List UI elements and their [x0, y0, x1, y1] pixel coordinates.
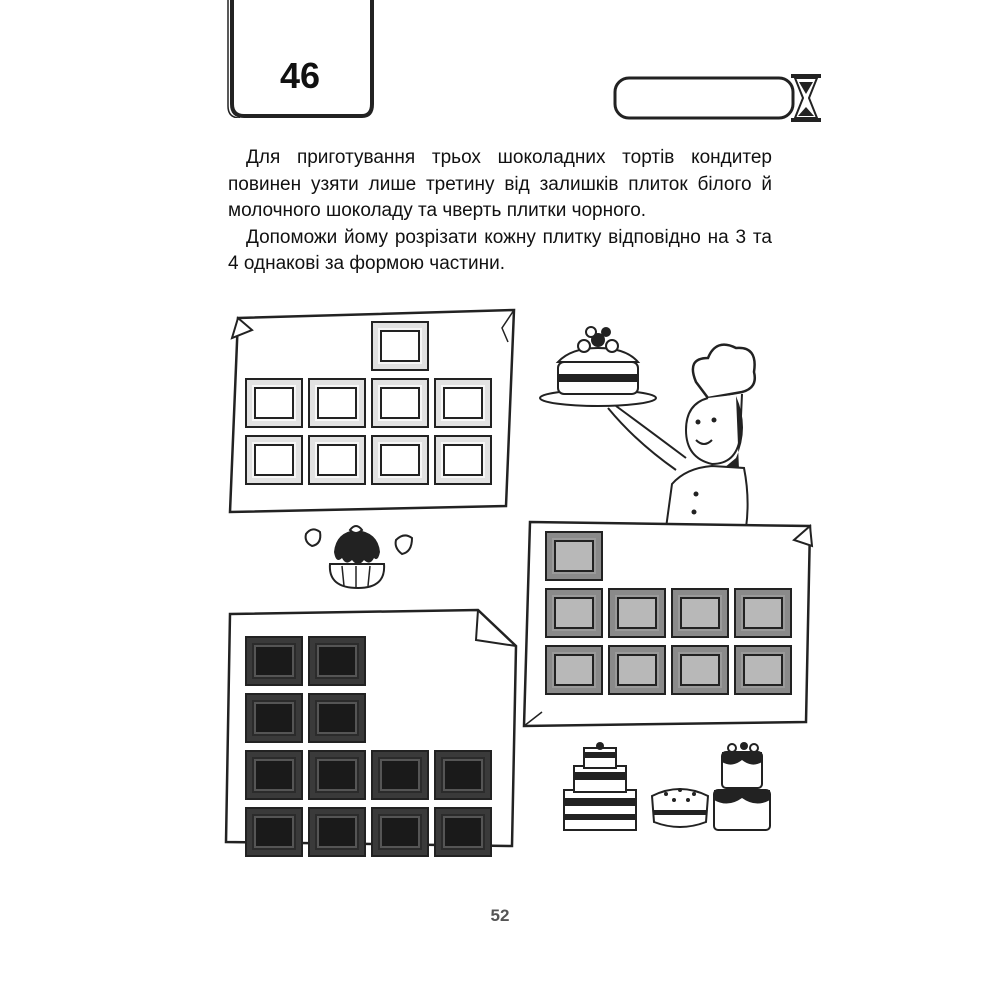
- white-chocolate-piece: [245, 435, 303, 485]
- white-chocolate-piece: [371, 321, 429, 371]
- dark-chocolate-piece: [434, 750, 492, 800]
- white-chocolate-piece: [434, 378, 492, 428]
- dark-chocolate-piece: [308, 807, 366, 857]
- milk-chocolate-piece: [734, 588, 792, 638]
- dark-chocolate-piece: [245, 693, 303, 743]
- white-chocolate-piece: [434, 435, 492, 485]
- white-chocolate-piece: [371, 435, 429, 485]
- dark-chocolate-piece: [371, 807, 429, 857]
- instruction-paragraph-1: Для приготування трьох шоколадних тортів кондитер повинен узяти лише третину від залишків плиток білого й молочного шоколаду та чверть плитки чорного.: [228, 147, 772, 221]
- milk-chocolate-piece: [608, 645, 666, 695]
- white-chocolate-piece: [308, 378, 366, 428]
- cupcake-icon: [300, 522, 420, 594]
- task-number: 46: [279, 55, 321, 96]
- milk-chocolate-piece: [608, 588, 666, 638]
- hourglass-icon: [791, 74, 821, 122]
- timer-field: [613, 74, 823, 122]
- dark-chocolate-piece: [371, 750, 429, 800]
- dark-chocolate-piece: [245, 807, 303, 857]
- instruction-paragraph-2: Допоможи йому розрізати кожну плитку відповідно на 3 та 4 однакові за формою частини.: [228, 226, 772, 274]
- dark-chocolate-piece: [308, 693, 366, 743]
- page-number: 52: [490, 906, 510, 925]
- instructions: [228, 145, 772, 278]
- milk-chocolate-piece: [545, 588, 603, 638]
- milk-chocolate-piece: [545, 645, 603, 695]
- small-cake-icon: [652, 788, 708, 827]
- white-chocolate-piece: [371, 378, 429, 428]
- milk-chocolate-piece: [734, 645, 792, 695]
- chef-illustration: [536, 318, 766, 528]
- tiered-cake-icon: [564, 742, 636, 830]
- dark-chocolate-piece: [308, 750, 366, 800]
- milk-chocolate-piece: [545, 531, 603, 581]
- dark-chocolate-piece: [434, 807, 492, 857]
- dark-chocolate-piece: [245, 750, 303, 800]
- cake-icon: [540, 327, 656, 406]
- dark-chocolate-piece: [308, 636, 366, 686]
- milk-chocolate-piece: [671, 645, 729, 695]
- white-chocolate-piece: [245, 378, 303, 428]
- milk-chocolate-piece: [671, 588, 729, 638]
- cakes-icon: [556, 738, 776, 838]
- white-chocolate-piece: [308, 435, 366, 485]
- stacked-cake-icon: [714, 742, 770, 830]
- dark-chocolate-piece: [245, 636, 303, 686]
